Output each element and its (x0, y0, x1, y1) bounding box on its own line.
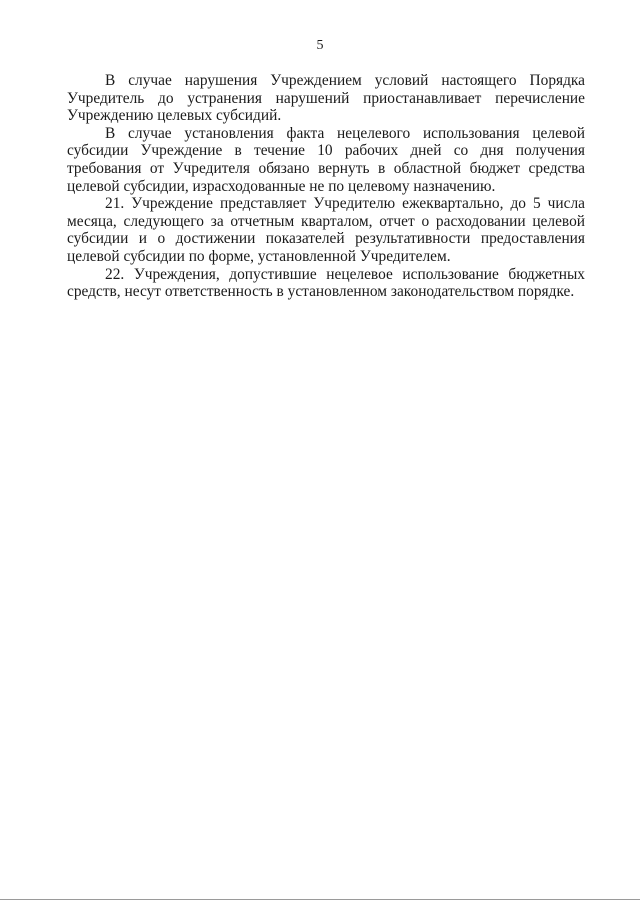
document-body (67, 72, 585, 301)
footer-rule (0, 899, 640, 900)
page-number: 5 (316, 38, 324, 53)
paragraph-item-22-liability: 22. Учреждения, допустившие нецелевое использование бюджетных средств, несут ответственность в установленном законодательством порядке. (67, 265, 585, 301)
paragraph-item-21-report: 21. Учреждение представляет Учредителю ежеквартально, до 5 числа месяца, следующего за отчетным кварталом, отчет о расходовании целевой субсидии и о достижении показателей результативности предоставления целевой субсидии по форме, установленной Учредителем. (67, 195, 585, 265)
paragraph-misuse-refund: В случае установления факта нецелевого использования целевой субсидии Учреждение в течение 10 рабочих дней со дня получения требования от Учредителя обязано вернуть в областной бюджет средства целевой субсидии, израсходованные не по целевому назначению. (67, 124, 585, 195)
paragraph-suspension: В случае нарушения Учреждением условий настоящего Порядка Учредитель до устранения нарушений приостанавливает перечисление Учреждению целевых субсидий. (67, 72, 585, 125)
